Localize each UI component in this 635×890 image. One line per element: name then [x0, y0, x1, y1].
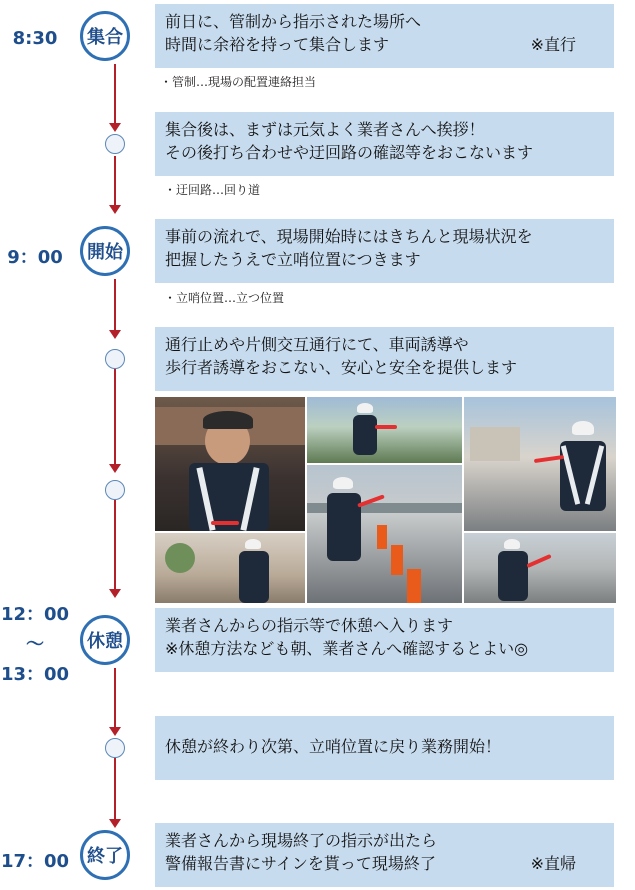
flow-arrow — [114, 758, 116, 820]
badge-break: 休憩 — [80, 615, 130, 665]
flow-arrow — [114, 668, 116, 728]
badge-finish: 終了 — [80, 830, 130, 880]
step-line: 把握したうえで立哨位置につきます — [165, 250, 421, 269]
step-line: ※休憩方法なども朝、業者さんへ確認するとよい◎ — [165, 639, 529, 658]
step-box-resume — [155, 716, 614, 780]
step-box-guidance — [155, 327, 614, 391]
direct-note: ※直行 — [530, 35, 576, 54]
badge-start: 開始 — [80, 226, 130, 276]
flow-dot — [105, 480, 125, 500]
flow-dot — [105, 349, 125, 369]
flow-dot — [105, 738, 125, 758]
step-box-greeting — [155, 112, 614, 176]
flow-arrow — [114, 500, 116, 590]
photo-guard-houses — [464, 397, 616, 531]
step-note: ・管制…現場の配置連絡担当 — [160, 75, 317, 89]
step-line: 休憩が終わり次第、立哨位置に戻り業務開始！ — [165, 737, 502, 756]
direct-note: ※直帰 — [530, 854, 576, 873]
flow-arrow — [114, 64, 116, 124]
time-label-1200: 12：00 — [0, 604, 70, 625]
step-line: 業者さんから現場終了の指示が出たら — [165, 831, 438, 850]
step-note: ・迂回路…回り道 — [164, 183, 261, 197]
flow-dot — [105, 134, 125, 154]
step-line: 警備報告書にサインを貰って現場終了 — [165, 854, 436, 873]
time-label-tilde: ～ — [26, 634, 44, 655]
step-note: ・立哨位置…立つ位置 — [164, 291, 285, 305]
photo-guard-street — [464, 533, 616, 603]
step-line: 前日に、管制から指示された場所へ — [165, 12, 422, 31]
step-line: 事前の流れで、現場開始時にはきちんと現場状況を — [165, 227, 533, 246]
step-line: 業者さんからの指示等で休憩へ入ります — [165, 616, 454, 635]
step-line: その後打ち合わせや迂回路の確認等をおこないます — [165, 143, 534, 162]
time-label-1300: 13：00 — [0, 664, 70, 685]
step-line: 通行止めや片側交互通行にて、車両誘導や — [165, 335, 469, 354]
photo-guard-house-front — [155, 533, 305, 603]
flow-arrow — [114, 279, 116, 331]
flow-arrow — [114, 369, 116, 465]
flow-arrow — [114, 156, 116, 206]
time-label-830: 8:30 — [12, 28, 58, 49]
time-label-900: 9：00 — [7, 247, 63, 268]
step-box-break — [155, 608, 614, 672]
photo-collage — [155, 397, 616, 603]
time-label-1700: 17：00 — [0, 851, 70, 872]
step-line: 時間に余裕を持って集合します — [165, 35, 390, 54]
badge-gather: 集合 — [80, 11, 130, 61]
step-box-gather — [155, 4, 614, 68]
photo-guard-road — [307, 465, 462, 603]
step-box-start — [155, 219, 614, 283]
photo-guard-night — [155, 397, 305, 531]
photo-guard-trees — [307, 397, 462, 463]
step-line: 集合後は、まずは元気よく業者さんへ挨拶！ — [165, 120, 485, 139]
step-box-finish — [155, 823, 614, 887]
step-line: 歩行者誘導をおこない、安心と安全を提供します — [165, 358, 518, 377]
